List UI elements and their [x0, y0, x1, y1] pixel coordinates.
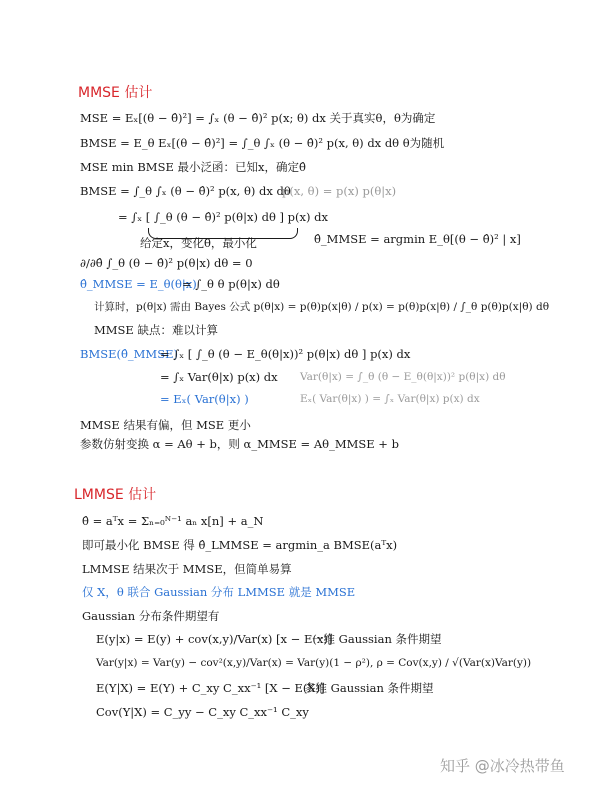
cond-expectation-1d: E(y|x) = E(y) + cov(x,y)/Var(x) [x − E(x)]: [96, 632, 333, 646]
affine-transform: 参数仿射变换 α = Aθ + b，则 α_MMSE = Aθ_MMSE + b: [80, 437, 399, 451]
gaussian-equivalence: 仅 X，θ 联合 Gaussian 分布 LMMSE 就是 MMSE: [82, 585, 356, 599]
derivative-condition: ∂/∂θ̂ ∫_θ (θ − θ̂)² p(θ|x) dθ = 0: [80, 256, 253, 270]
cond-expectation-nd-note: 多维 Gaussian 条件期望: [304, 681, 434, 695]
expectation-definition: Eₓ( Var(θ|x) ) = ∫ₓ Var(θ|x) p(x) dx: [300, 393, 480, 405]
var-definition: Var(θ|x) = ∫_θ (θ − E_θ(θ|x))² p(θ|x) dθ: [300, 371, 506, 383]
bmse-expand-1: BMSE = ∫_θ ∫ₓ (θ − θ̂)² p(x, θ) dx dθ: [80, 184, 291, 198]
mmse-estimator: θ̂_MMSE = E_θ(θ|x): [80, 277, 197, 291]
cond-variance-1d: Var(y|x) = Var(y) − cov²(x,y)/Var(x) = Var(y)(1 − ρ²), ρ = Cov(x,y) / √(Var(x)Var(y)): [96, 657, 532, 669]
mmse-estimator-integral: = ∫_θ θ p(θ|x) dθ: [182, 277, 280, 291]
mmse-argmin: θ̂_MMSE = argmin E_θ[(θ − θ̂)² | x]: [314, 232, 521, 246]
lmmse-tradeoff: LMMSE 结果次于 MMSE，但简单易算: [82, 562, 292, 576]
bmse-mmse-label: BMSE(θ̂_MMSE): [80, 347, 178, 361]
minimize-note: 给定x，变化θ̂，最小化: [140, 236, 257, 250]
bmse-mmse-expand: = ∫ₓ [ ∫_θ (θ − E_θ(θ|x))² p(θ|x) dθ ] p(x) dx: [160, 347, 411, 361]
linear-estimator: θ̂ = aᵀx = Σₙ₌₀ᴺ⁻¹ aₙ x[n] + a_N: [82, 514, 264, 528]
mmse-heading: MMSE 估计: [78, 85, 153, 101]
lmmse-heading: LMMSE 估计: [74, 487, 157, 503]
gaussian-conditional-intro: Gaussian 分布条件期望有: [82, 609, 220, 623]
lmmse-argmin: 即可最小化 BMSE 得 θ̂_LMMSE = argmin_a BMSE(aᵀx): [82, 538, 398, 552]
bmse-var-integral: = ∫ₓ Var(θ|x) p(x) dx: [160, 370, 278, 384]
mse-definition: MSE = Eₓ[(θ − θ̂)²] = ∫ₓ (θ − θ̂)² p(x; θ) dx 关于真实θ，θ为确定: [80, 111, 436, 125]
mmse-drawback: MMSE 缺点：难以计算: [94, 323, 218, 337]
bmse-expectation: = Eₓ( Var(θ|x) ): [160, 392, 249, 406]
bmse-expand-2: = ∫ₓ [ ∫_θ (θ − θ̂)² p(θ|x) dθ ] p(x) dx: [118, 210, 328, 224]
cond-expectation-nd: E(Y|X) = E(Y) + C_xy C_xx⁻¹ [X − E(X)]: [96, 681, 325, 695]
watermark: 知乎 @冰冷热带鱼: [440, 757, 565, 775]
min-bmse-line: MSE min BMSE 最小泛函：已知x，确定θ̂: [80, 160, 306, 174]
cond-covariance-nd: Cov(Y|X) = C_yy − C_xy C_xx⁻¹ C_xy: [96, 705, 309, 719]
bayes-line: 计算时，p(θ|x) 需由 Bayes 公式 p(θ|x) = p(θ)p(x|θ) / p(x) = p(θ)p(x|θ) / ∫_θ p(θ)p(x|θ) dθ: [94, 301, 550, 313]
joint-pdf-note: p(x, θ) = p(x) p(θ|x): [282, 184, 397, 198]
bmse-definition: BMSE = E_θ Eₓ[(θ − θ̂)²] = ∫_θ ∫ₓ (θ − θ̂)² p(x, θ) dx dθ θ为随机: [80, 136, 445, 150]
bias-note: MMSE 结果有偏，但 MSE 更小: [80, 418, 251, 432]
cond-expectation-1d-note: 一维 Gaussian 条件期望: [312, 632, 442, 646]
